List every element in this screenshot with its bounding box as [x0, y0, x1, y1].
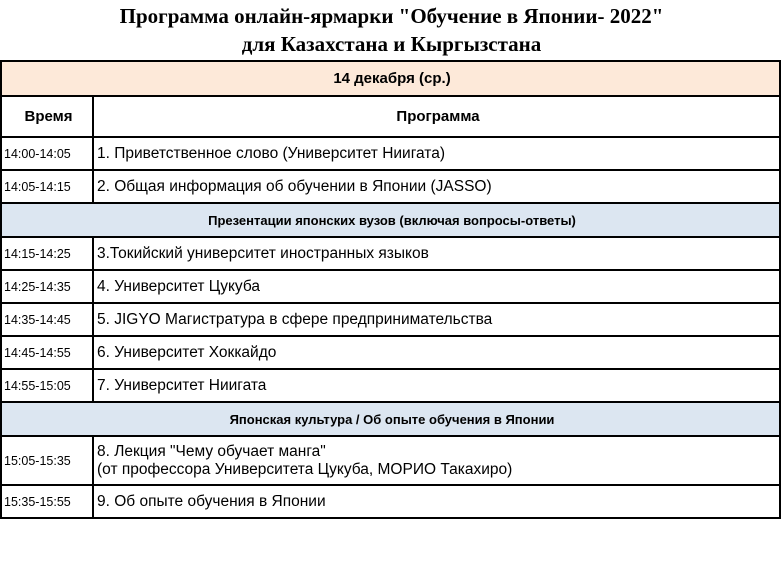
program-line-1: 8. Лекция "Чему обучает манга"	[97, 442, 326, 460]
program-cell	[93, 436, 780, 485]
page-title-line-1: Программа онлайн-ярмарки "Обучение в Японии- 2022"	[119, 4, 664, 28]
time-cell: 14:55-15:05	[1, 369, 93, 402]
section-header-culture	[1, 402, 780, 436]
program-cell: 2. Общая информация об обучении в Японии (JASSO)	[93, 170, 780, 203]
section-header-universities	[1, 203, 780, 237]
table-row	[1, 170, 780, 203]
page-title-line-2: для Казахстана и Кыргызстана	[241, 32, 542, 56]
program-cell: 3.Токийский университет иностранных языков	[93, 237, 780, 270]
program-cell: 6. Университет Хоккайдо	[93, 336, 780, 369]
date-row	[1, 61, 780, 96]
program-cell: 4. Университет Цукуба	[93, 270, 780, 303]
time-cell: 15:35-15:55	[1, 485, 93, 518]
table-row	[1, 237, 780, 270]
program-cell: 5. JIGYO Магистратура в сфере предпринимательства	[93, 303, 780, 336]
time-cell: 14:05-14:15	[1, 170, 93, 203]
time-cell: 14:25-14:35	[1, 270, 93, 303]
time-cell: 14:35-14:45	[1, 303, 93, 336]
program-cell: 1. Приветственное слово (Университет Ниигата)	[93, 137, 780, 170]
section-title: Японская культура / Об опыте обучения в Японии	[1, 402, 780, 436]
program-line-2: (от профессора Университета Цукуба, МОРИО Такахиро)	[97, 460, 513, 478]
table-row	[1, 436, 780, 485]
date-cell: 14 декабря (ср.)	[1, 61, 780, 96]
table-row	[1, 137, 780, 170]
section-title: Презентации японских вузов (включая вопросы-ответы)	[1, 203, 780, 237]
time-cell: 14:15-14:25	[1, 237, 93, 270]
time-column-header: Время	[1, 96, 93, 137]
time-cell: 15:05-15:35	[1, 436, 93, 485]
table-row	[1, 303, 780, 336]
time-cell: 14:45-14:55	[1, 336, 93, 369]
program-column-header: Программа	[93, 96, 780, 137]
table-row	[1, 336, 780, 369]
table-row	[1, 485, 780, 518]
time-cell: 14:00-14:05	[1, 137, 93, 170]
program-cell: 9. Об опыте обучения в Японии	[93, 485, 780, 518]
column-header-row	[1, 96, 780, 137]
table-row	[1, 270, 780, 303]
schedule-table	[0, 60, 781, 519]
table-row	[1, 369, 780, 402]
program-cell: 7. Университет Ниигата	[93, 369, 780, 402]
